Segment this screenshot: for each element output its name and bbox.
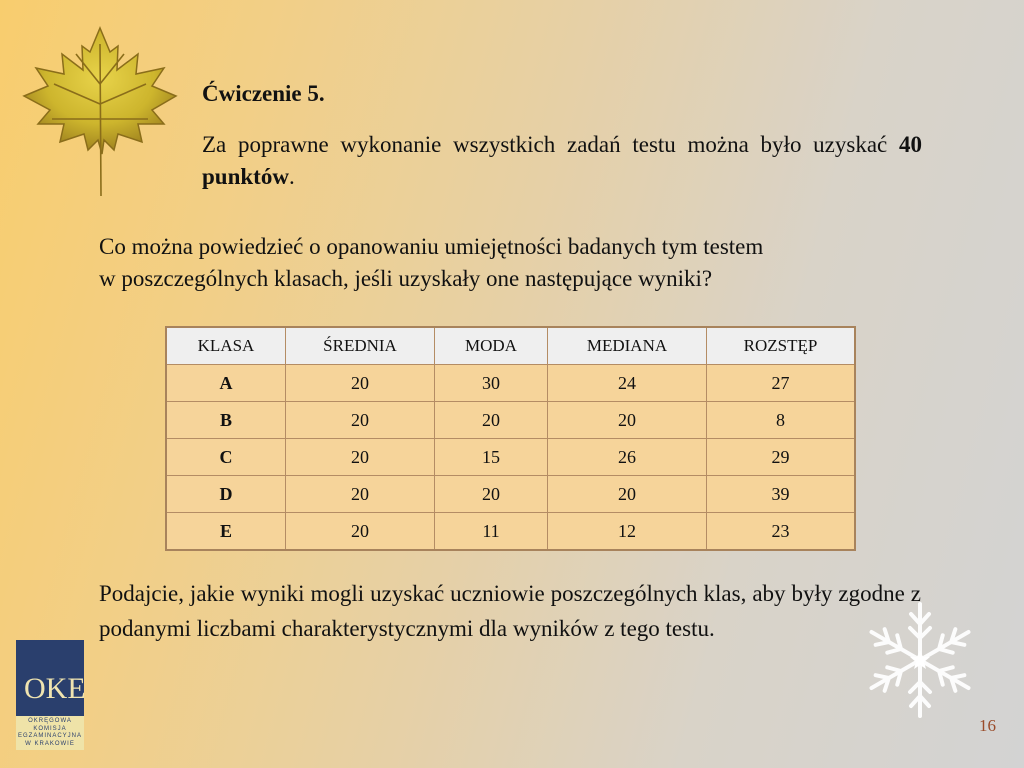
cell-rozstep: 29 — [707, 439, 856, 476]
intro-text: Za poprawne wykonanie wszystkich zadań testu można było uzyskać — [202, 132, 899, 157]
question-line-1: Co można powiedzieć o opanowaniu umiejętności badanych tym testem — [99, 234, 764, 259]
cell-rozstep: 8 — [707, 402, 856, 439]
cell-rozstep: 39 — [707, 476, 856, 513]
slide-title: Ćwiczenie 5. — [202, 81, 325, 106]
header-rozstep: ROZSTĘP — [707, 327, 856, 365]
oke-logo-text — [16, 716, 84, 750]
cell-mediana: 24 — [548, 365, 707, 402]
cell-rozstep: 23 — [707, 513, 856, 551]
question-line-2: w poszczególnych klasach, jeśli uzyskały one następujące wyniki? — [99, 266, 713, 291]
table-row — [166, 365, 855, 402]
snowflake-icon — [860, 600, 980, 720]
cell-mediana: 20 — [548, 402, 707, 439]
table-row — [166, 513, 855, 551]
table-row — [166, 476, 855, 513]
task-paragraph: Podajcie, jakie wyniki mogli uzyskać uczniowie poszczególnych klas, aby były zgodne z podanymi liczbami charakterystycznymi dla wyników z tego testu. — [99, 581, 921, 641]
header-mediana: MEDIANA — [548, 327, 707, 365]
cell-mediana: 12 — [548, 513, 707, 551]
points-highlight: 40 punktów — [202, 132, 922, 189]
cell-moda: 20 — [435, 402, 548, 439]
cell-rozstep: 27 — [707, 365, 856, 402]
cell-srednia: 20 — [286, 402, 435, 439]
oke-line-3: EGZAMINACYJNA — [17, 733, 82, 740]
header-srednia: ŚREDNIA — [286, 327, 435, 365]
header-klasa: KLASA — [166, 327, 286, 365]
cell-mediana: 20 — [548, 476, 707, 513]
question-paragraph — [99, 231, 929, 295]
oke-line-4: W KRAKOWIE — [25, 740, 75, 747]
cell-klasa: A — [166, 365, 286, 402]
oke-line-1: OKRĘGOWA — [28, 718, 72, 725]
cell-klasa: B — [166, 402, 286, 439]
intro-paragraph — [202, 129, 922, 193]
results-table — [165, 326, 856, 551]
cell-klasa: D — [166, 476, 286, 513]
oke-logo — [16, 640, 84, 750]
cell-srednia: 20 — [286, 476, 435, 513]
table-header-row — [166, 327, 855, 365]
maple-leaf-icon — [14, 24, 184, 200]
header-moda: MODA — [435, 327, 548, 365]
cell-mediana: 26 — [548, 439, 707, 476]
cell-klasa: E — [166, 513, 286, 551]
table-row — [166, 439, 855, 476]
cell-moda: 30 — [435, 365, 548, 402]
cell-srednia: 20 — [286, 365, 435, 402]
cell-klasa: C — [166, 439, 286, 476]
intro-end: . — [288, 164, 295, 189]
cell-moda: 20 — [435, 476, 548, 513]
page-number: 16 — [979, 716, 996, 735]
oke-mark-icon — [16, 640, 84, 716]
oke-line-2: KOMISJA — [33, 725, 67, 732]
cell-moda: 15 — [435, 439, 548, 476]
table-row — [166, 402, 855, 439]
cell-moda: 11 — [435, 513, 548, 551]
cell-srednia: 20 — [286, 513, 435, 551]
cell-srednia: 20 — [286, 439, 435, 476]
oke-mark-text: OKE — [24, 672, 84, 705]
